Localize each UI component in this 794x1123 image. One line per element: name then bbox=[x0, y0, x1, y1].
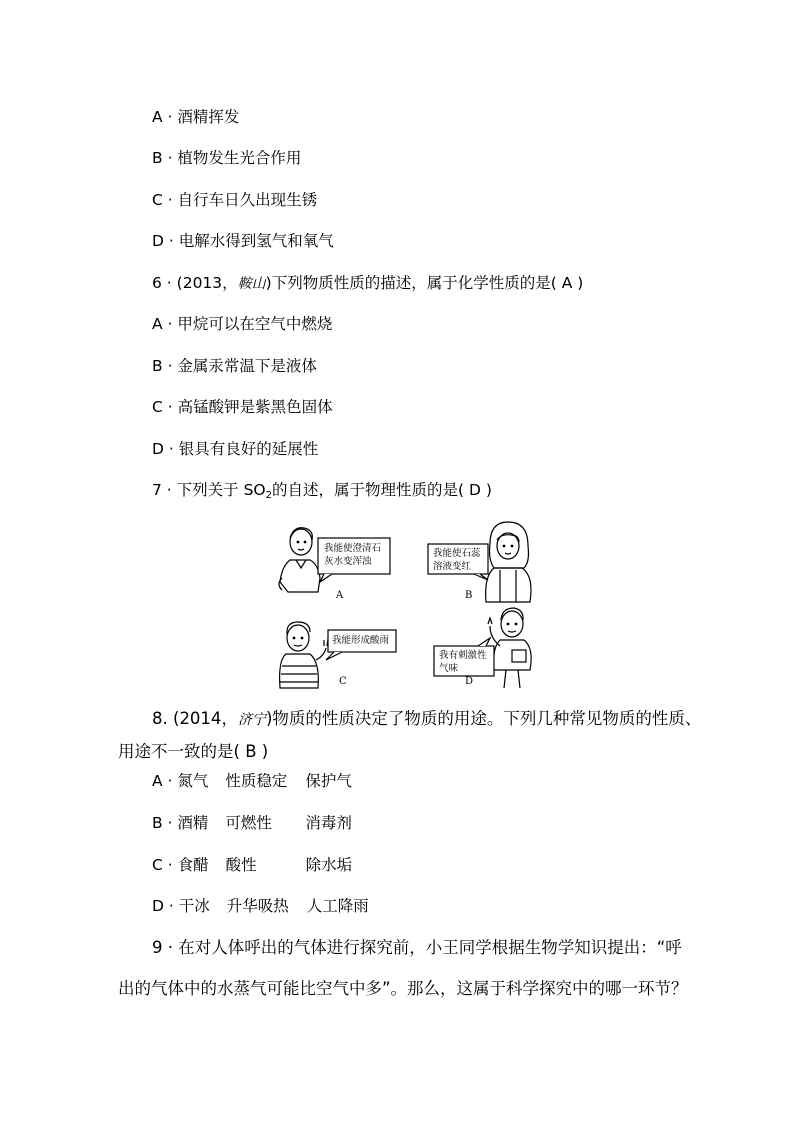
q6-option-a: A · 甲烷可以在空气中燃烧 bbox=[152, 315, 333, 333]
q6-answer: A bbox=[561, 274, 573, 292]
q6-option-c: C · 高锰酸钾是紫黑色固体 bbox=[152, 398, 333, 416]
speech-b: 我能使石蕊 溶液变红 bbox=[433, 548, 481, 572]
q8-answer: B bbox=[245, 742, 257, 761]
q5-option-a: A · 酒精挥发 bbox=[152, 108, 240, 126]
label-b: B bbox=[465, 590, 473, 601]
q8-stem-line1: 8. (2014，济宁)物质的性质决定了物质的用途。下列几种常见物质的性质、 bbox=[152, 709, 702, 728]
q9-line2: 出的气体中的水蒸气可能比空气中多”。那么，这属于科学探究中的哪一环节？ bbox=[118, 979, 688, 998]
q8-option-a: A · 氮气 性质稳定 保护气 bbox=[152, 772, 352, 790]
speech-c: 我能形成酸雨 bbox=[332, 635, 390, 646]
q9-line1: 9 · 在对人体呼出的气体进行探究前，小王同学根据生物学知识提出：“呼 bbox=[152, 938, 682, 957]
q6-source-place: 鞍山 bbox=[237, 276, 266, 292]
speech-a: 我能使澄清石 灰水变浑浊 bbox=[324, 543, 382, 567]
q8-option-c: C · 食醋 酸性 除水垢 bbox=[152, 856, 353, 874]
q8-source-place: 济宁 bbox=[237, 712, 266, 728]
q6-stem: 6 · (2013，鞍山)下列物质性质的描述，属于化学性质的是( A ) bbox=[152, 274, 584, 292]
q5-option-b: B · 植物发生光合作用 bbox=[152, 149, 302, 167]
q7-figure bbox=[268, 520, 544, 692]
q7-illustration bbox=[268, 520, 544, 692]
speech-d: 我有刺激性 气味 bbox=[439, 650, 487, 674]
q8-option-d: D · 干冰 升华吸热 人工降雨 bbox=[152, 897, 369, 915]
q6-option-b: B · 金属汞常温下是液体 bbox=[152, 357, 317, 375]
q5-option-c: C · 自行车日久出现生锈 bbox=[152, 191, 318, 209]
label-a: A bbox=[336, 590, 344, 601]
label-c: C bbox=[339, 676, 347, 687]
q7-stem: 7 · 下列关于 $SO_2$的自述，属于物理性质的是( D ) bbox=[152, 481, 492, 501]
character-b-girl bbox=[486, 522, 531, 602]
q8-option-b: B · 酒精 可燃性 消毒剂 bbox=[152, 814, 352, 832]
q6-option-d: D · 银具有良好的延展性 bbox=[152, 440, 319, 458]
q5-option-d: D · 电解水得到氢气和氧气 bbox=[152, 232, 334, 250]
q8-stem-line2: 用途不一致的是( B ) bbox=[118, 742, 269, 761]
label-d: D bbox=[465, 676, 474, 687]
q7-answer: D bbox=[469, 481, 481, 499]
character-c-man bbox=[280, 622, 332, 688]
